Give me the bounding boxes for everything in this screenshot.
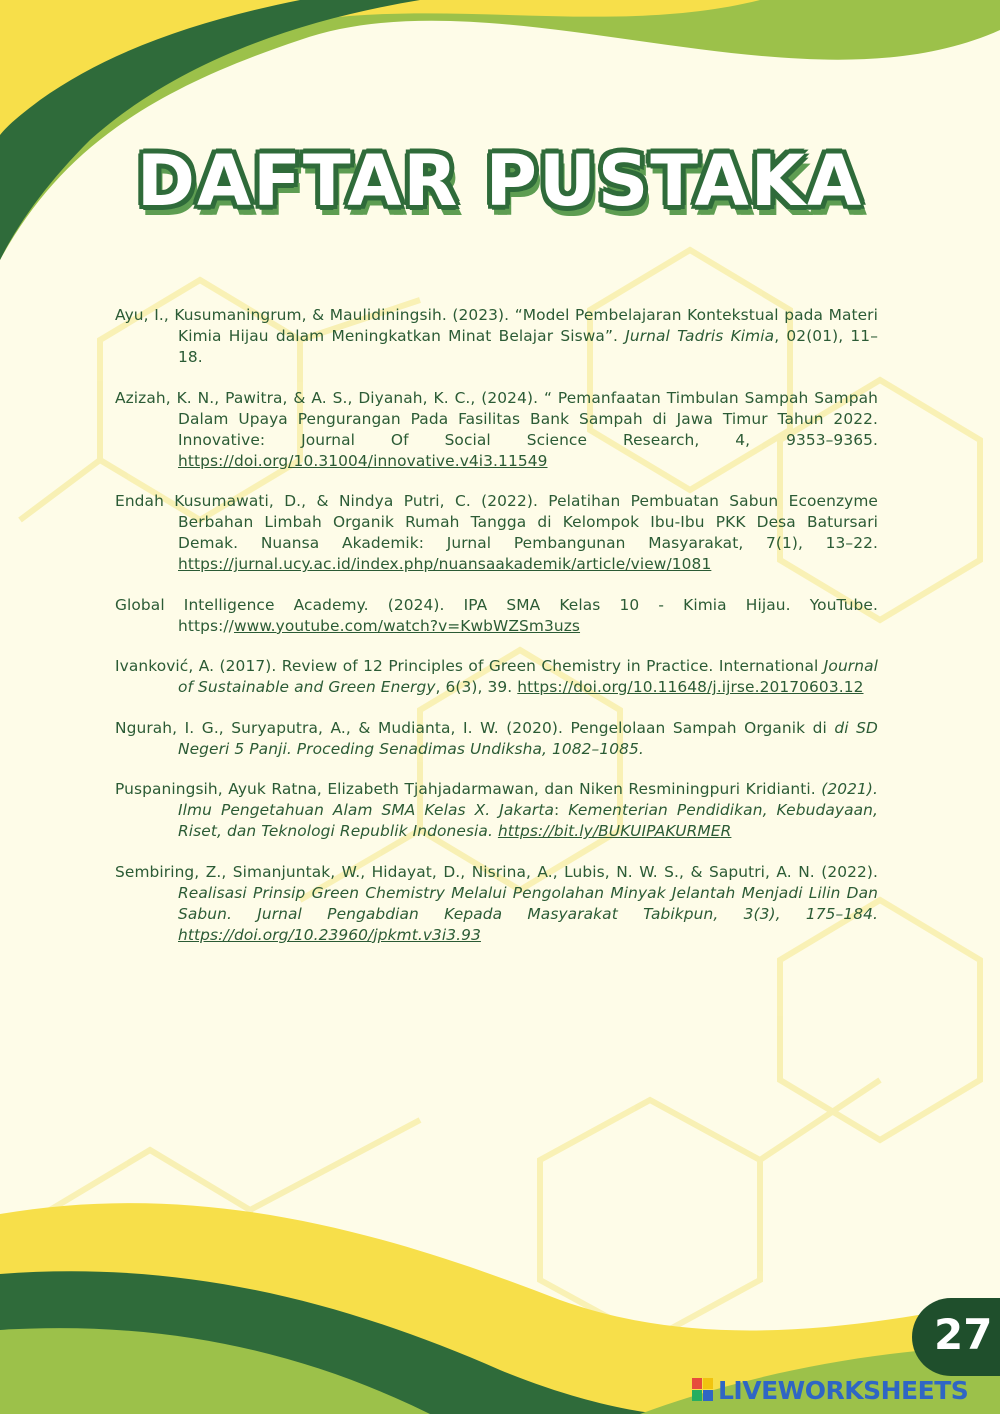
reference-link[interactable]: https://bit.ly/BUKUIPAKURMER [497, 822, 732, 841]
reference-item [115, 491, 878, 575]
reference-text: Jurnal Tadris Kimia [625, 327, 775, 346]
reference-item [115, 718, 878, 760]
page-number: 27 [934, 1310, 993, 1359]
reference-text: Global Intelligence Academy. (2024). IPA SMA Kelas 10 - Kimia Hijau. YouTube. https:// [115, 595, 878, 635]
reference-text: : [554, 801, 569, 820]
reference-text: Ayu, I., Kusumaningrum, & Maulidiningsih. (2023). “Model Pembelajaran Kontekstual pada Materi Kimia Hijau dalam Meningkatkan Minat Belajar Siswa”. [115, 306, 878, 346]
reference-text: , 6(3), 39. [435, 678, 518, 697]
reference-link[interactable]: www.youtube.com/watch?v=KwbWZSm3uzs [233, 616, 581, 635]
reference-text: Puspaningsih, Ayuk Ratna, Elizabeth Tjahjadarmawan, dan Niken Resminingpuri Kridianti. [115, 780, 822, 799]
reference-list [115, 290, 878, 965]
reference-item [115, 305, 878, 368]
page-title [0, 140, 1000, 222]
reference-text: Ngurah, I. G., Suryaputra, A., & Mudianta, I. W. (2020). Pengelolaan Sampah Organik di [115, 718, 835, 737]
reference-text: Endah Kusumawati, D., & Nindya Putri, C. (2022). Pelatihan Pembuatan Sabun Ecoenzyme Berbahan Limbah Organik Rumah Tangga di Kelompok Ibu-Ibu PKK Desa Batursari Demak. Nuansa Akademik: Jurnal Pembangunan Masyarakat, 7(1), 13–22. [115, 492, 878, 553]
reference-link[interactable]: https://doi.org/10.23960/jpkmt.v3i3.93 [178, 925, 481, 944]
reference-item [115, 388, 878, 472]
reference-text: di SD Negeri 5 Panji. Proceding Senadimas Undiksha, 1082–1085. [178, 718, 878, 758]
reference-item [115, 862, 878, 946]
reference-text: Azizah, K. N., Pawitra, & A. S., Diyanah, K. C., (2024). “ Pemanfaatan Timbulan Sampah Sampah Dalam Upaya Pengurangan Pada Fasilitas Bank Sampah di Jawa Timur Tahun 2022. Innovative: Journal Of Social Science Research, 4, 9353–9365. [115, 388, 878, 449]
liveworksheets-brand[interactable] [692, 1374, 968, 1406]
reference-text: Sembiring, Z., Simanjuntak, W., Hidayat, D., Nisrina, A., Lubis, N. W. S., & Saputri, A. N. (2022). [115, 862, 878, 881]
reference-item [115, 656, 878, 698]
reference-item [115, 779, 878, 842]
reference-text: Realisasi Prinsip Green Chemistry Melalui Pengolahan Minyak Jelantah Menjadi Lilin Dan Sabun. Jurnal Pengabdian Kepada Masyarakat Tabikpun, 3(3), 175–184. [178, 883, 878, 923]
reference-link[interactable]: https://doi.org/10.31004/innovative.v4i3.11549 [178, 451, 548, 470]
reference-item [115, 595, 878, 637]
brand-text: LIVEWORKSHEETS [718, 1375, 969, 1405]
reference-text: Ivanković, A. (2017). Review of 12 Principles of Green Chemistry in Practice. International [115, 657, 824, 676]
reference-link[interactable]: https://jurnal.ucy.ac.id/index.php/nuansaakademik/article/view/1081 [178, 555, 712, 574]
page-title-text: DAFTAR PUSTAKA [136, 140, 864, 222]
reference-text: Kementerian Pendidikan, Kebudayaan, Riset, dan Teknologi Republik Indonesia. [178, 801, 878, 841]
liveworksheets-logo-icon [692, 1378, 714, 1402]
page-number-badge [912, 1298, 1000, 1376]
reference-text: Journal of Sustainable and Green Energy [178, 657, 878, 697]
reference-text: (2021). Ilmu Pengetahuan Alam SMA Kelas X. Jakarta [178, 780, 878, 820]
reference-link[interactable]: https://doi.org/10.11648/j.ijrse.20170603.12 [517, 678, 864, 697]
reference-text: , 02(01), 11–18. [178, 327, 878, 367]
